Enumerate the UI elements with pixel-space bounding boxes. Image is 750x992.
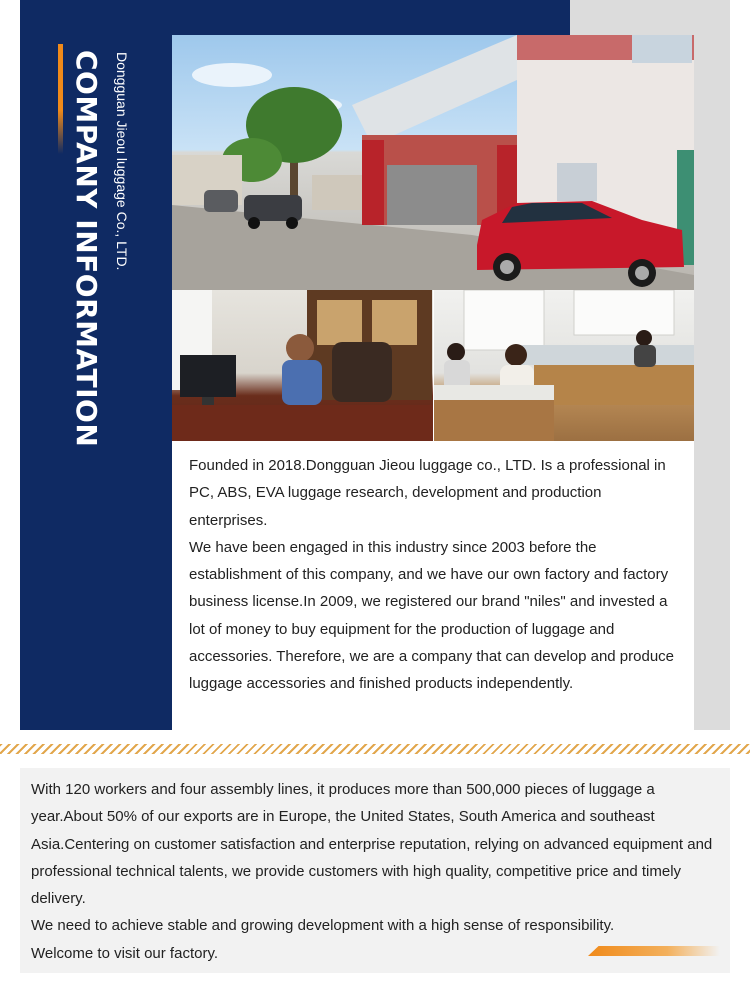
details-paragraph-2: We need to achieve stable and growing development with a high sense of responsibility. — [31, 917, 615, 935]
company-name: Dongguan Jieou luggage Co., LTD. — [114, 52, 130, 271]
intro-paragraph-2: We have been engaged in this industry since 2003 before the establishment of this company, and we have our own factory and factory business license.In 2009, we registered our brand "niles" and invested a lot of money to buy equipment for the production of luggage and accessories. Therefore, we are a company that can develop and produce luggage accessories and finished products independently. — [189, 538, 675, 693]
details-text — [31, 776, 721, 967]
page-title: COMPANY INFORMATION — [70, 50, 103, 448]
office-staff-photo — [434, 290, 694, 441]
hatched-divider — [0, 744, 750, 754]
orange-swoosh — [588, 946, 720, 956]
details-paragraph-3: Welcome to visit our factory. — [31, 944, 219, 962]
details-paragraph-1: With 120 workers and four assembly lines, it produces more than 500,000 pieces of luggage a year.About 50% of our exports are in Europe, the United States, South America and southeast Asia.Centering on customer satisfaction and enterprise reputation, relying on advanced equipment and professional technical talents, we provide customers with high quality, competitive price and timely delivery. — [31, 781, 713, 908]
intro-text — [189, 452, 681, 698]
orange-accent-bar — [58, 44, 63, 154]
factory-gate-photo — [172, 35, 694, 290]
office-manager-photo — [172, 290, 433, 441]
intro-paragraph-1: Founded in 2018.Dongguan Jieou luggage co., LTD. Is a professional in PC, ABS, EVA luggage research, development and production enterprises. — [189, 457, 666, 529]
